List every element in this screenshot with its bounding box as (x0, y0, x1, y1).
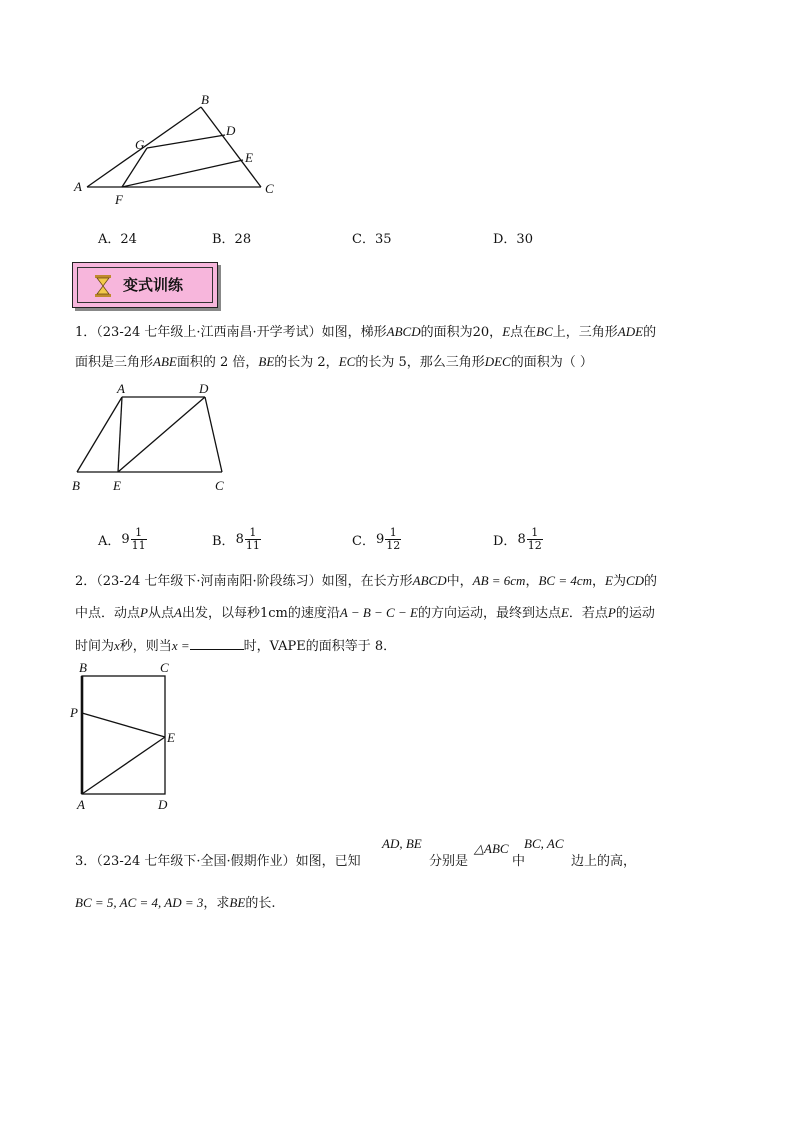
label-A: A (117, 381, 125, 396)
label-D: D (226, 123, 236, 138)
q1-option-c: C．9 $\frac{1}{12}$ (352, 526, 401, 552)
option-a: A．24 (98, 232, 137, 247)
q2-line3: 时间为x秒，则当x = 时，VAPE的面积等于 8． (75, 638, 397, 654)
q3-biansgao: 边上的高， (571, 854, 637, 869)
label-C: C (215, 478, 224, 493)
q3-ad-be: AD, BE (382, 836, 422, 851)
q3-zhong: 中 (512, 854, 526, 869)
label-C: C (160, 660, 169, 675)
label-E: E (113, 478, 121, 493)
label-B: B (79, 660, 87, 675)
label-D: D (199, 381, 209, 396)
label-A: A (77, 797, 85, 812)
answer-blank[interactable] (190, 636, 244, 650)
option-b: B．28 (212, 232, 252, 247)
q2-line2: 中点．动点P从点A出发，以每秒1cm的速度沿A − B − C − E的方向运动，最终到达点E．若点P的运动 (75, 605, 655, 621)
label-B: B (201, 92, 209, 107)
q1-option-a: A．9 $\frac{1}{11}$ (98, 526, 146, 552)
hourglass-icon (93, 274, 113, 298)
q3-fenbie: 分别是 (429, 854, 469, 869)
option-c: C．35 (352, 232, 392, 247)
label-A: A (74, 179, 82, 194)
q1-line2: 面积是三角形ABE面积的 2 倍，BE的长为 2，EC的长为 5，那么三角形DEC的面积为（ ） (75, 354, 593, 370)
label-B: B (72, 478, 80, 493)
label-E: E (245, 150, 253, 165)
q2-line1: 2．（23-24 七年级下·河南南阳·阶段练习）如图，在长方形ABCD中，AB = 6cm，BC = 4cm，E为CD的 (75, 573, 658, 589)
q3-line2: BC = 5, AC = 4, AD = 3，求BE的长. (75, 895, 276, 911)
label-E: E (167, 730, 175, 745)
figure-q2-rectangle (62, 656, 202, 816)
q3-bc-ac: BC, AC (524, 836, 564, 851)
section-banner (72, 262, 218, 308)
label-G: G (135, 137, 145, 152)
q1-line1: 1．（23-24 七年级上·江西南昌·开学考试）如图，梯形ABCD的面积为20，E点在BC上，三角形ADE的 (75, 324, 657, 340)
label-D: D (158, 797, 168, 812)
label-F: F (115, 192, 123, 207)
q1-option-b: B．8 $\frac{1}{11}$ (212, 526, 260, 552)
figure-q1-trapezoid (60, 380, 250, 498)
label-C: C (265, 181, 274, 196)
figure-top-triangle (60, 88, 300, 218)
banner-title: 变式训练 (123, 276, 184, 294)
q3-number-and-source: 3．（23-24 七年级下·全国·假期作业）如图，已知 (75, 854, 361, 869)
label-P: P (70, 705, 78, 720)
q1-option-d: D．8 $\frac{1}{12}$ (493, 526, 542, 552)
option-d: D．30 (493, 232, 533, 247)
q3-triangle-abc: △ABC (474, 841, 509, 856)
